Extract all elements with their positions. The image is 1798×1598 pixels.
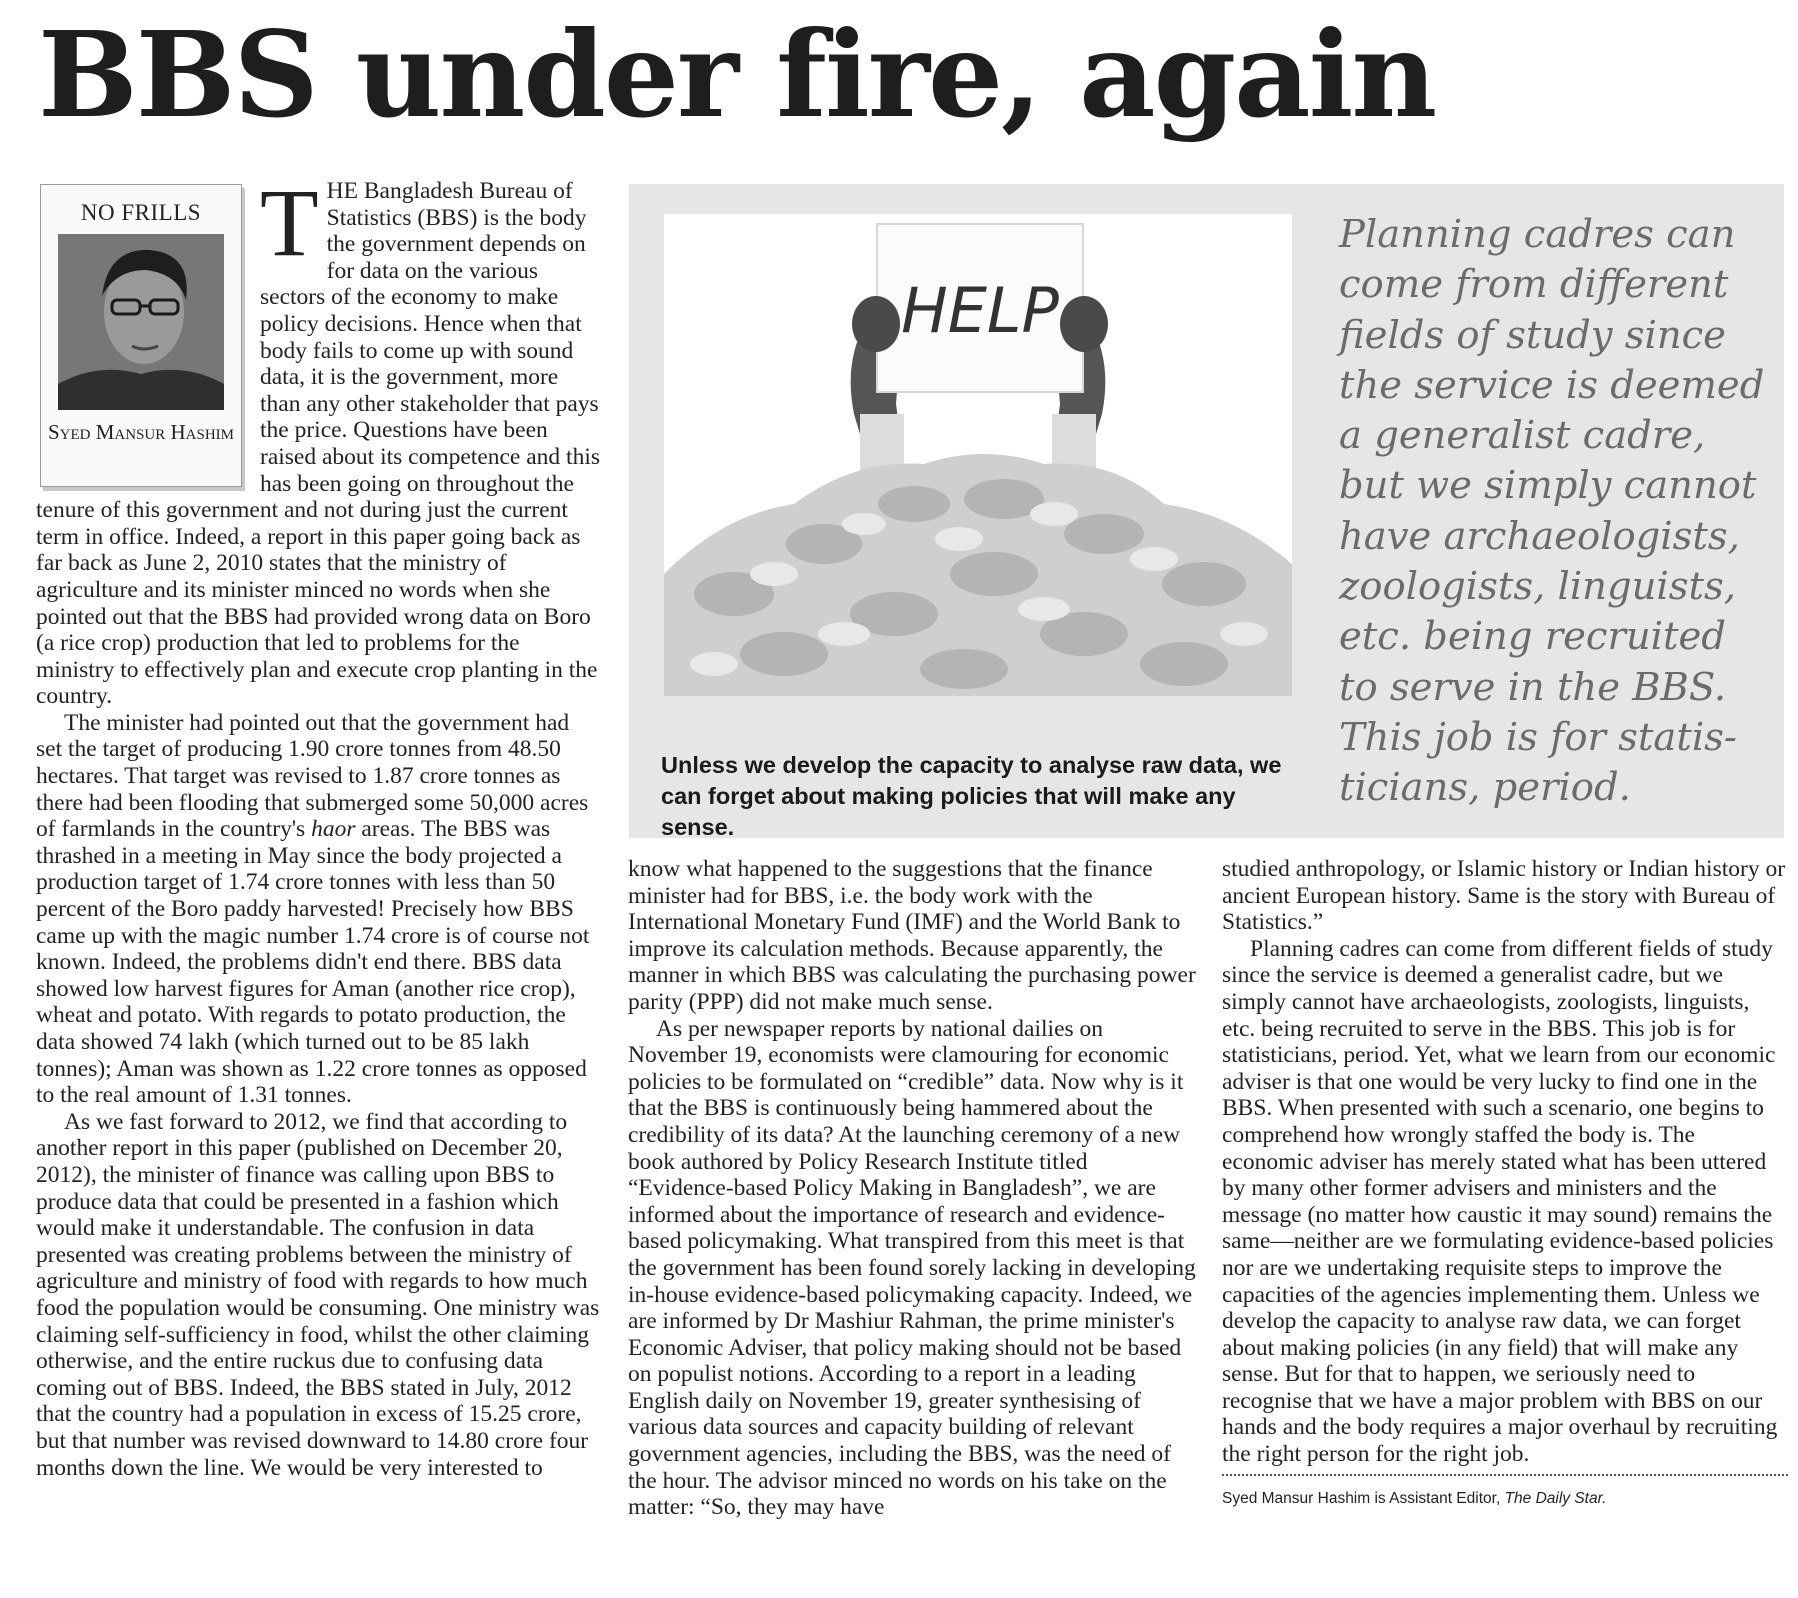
column-label: NO FRILLS — [80, 200, 202, 225]
headline: BBS under fire, again — [38, 5, 1436, 144]
paragraph: As per newspaper reports by national dailies on November 19, economists were clamouring for economic policies to be formulated on “credible” data. Now why is it that the BBS is continuously being hammered about the credibility of its data? At the launching ceremony of a new book authored by Policy Research Institute titled “Evidence-based Policy Making in Bangladesh”, we are informed about the importance of research and evidence-based policymaking. What transpired from this meet is that the government has been found sorely lacking in developing in-house evidence-based policymaking capacity. Indeed, we are informed by Dr Mashiur Rahman, the prime minister's Economic Adviser, that policy making should not be based on populist notions. According to a report in a leading English daily on November 19, greater synthesising of various data sources and capacity building of relevant government agencies, including the BBS, was the need of the hour. The advisor minced no words on his take on the matter: “So, they may have — [628, 1015, 1196, 1521]
feature-box — [629, 184, 1784, 838]
help-sign-text: HELP — [901, 274, 1059, 347]
author-name: Syed Mansur Hashim — [47, 420, 235, 444]
article-column-3 — [1222, 856, 1788, 1512]
paragraph: know what happened to the suggestions that the finance minister had for BBS, i.e. the body work with the International Monetary Fund (IMF) and the World Bank to improve its calculation methods. Because apparently, the manner in which BBS was calculating the purchasing power parity (PPP) did not make much sense. — [628, 856, 1196, 1015]
article-column-2 — [628, 856, 1198, 1521]
dotted-rule — [1222, 1474, 1788, 1476]
photo-caption: Unless we develop the capacity to analyse raw data, we can forget about making policies that will make any sense. — [661, 752, 1282, 840]
help-photo — [664, 214, 1292, 696]
author-bio: Syed Mansur Hashim is Assistant Editor, The Daily Star. — [1222, 1489, 1607, 1507]
drop-cap: T — [260, 169, 319, 276]
publication-name: The Daily Star. — [1504, 1489, 1607, 1507]
paragraph: As we fast forward to 2012, we find that according to another report in this paper (published on December 20, 2012), the minister of finance was calling upon BBS to produce data that could be presented in a fashion which would make it understandable. The confusion in data presented was creating problems between the ministry of agriculture and ministry of food with regards to how much food the population would be consuming. One ministry was claiming self-sufficiency in food, whilst the other claiming otherwise, and the entire ruckus due to confusing data coming out of BBS. Indeed, the BBS stated in July, 2012 that the country had a population in excess of 15.25 crore, but that number was revised downward to 14.80 crore four months down the line. We would be very interested to — [36, 1108, 600, 1481]
italic-term: haor — [311, 816, 356, 843]
pull-quote: Planning cadres can come from different fields of study since the service is deemed a generalist cadre, but we simply cannot have archaeologists, zoologists, linguists, etc. being recruited to serve in the BBS. This job is for statis- ticians, period. — [1339, 212, 1765, 811]
article-column-1 — [36, 169, 601, 1481]
help-illustration — [664, 214, 1292, 696]
paragraph: The minister had pointed out that the government had set the target of producing 1.90 crore tonnes from 48.50 hectares. That target was revised to 1.87 crore tonnes as there had been flooding that submerged some 50,000 acres of farmlands in the country's haor areas. The BBS was thrashed in a meeting in May since the body projected a production target of 1.74 crore tonnes with less than 50 percent of the Boro paddy harvested! Precisely how BBS came up with the magic number 1.74 crore is of course not known. Indeed, the problems didn't end there. BBS data showed low harvest figures for Aman (another rice crop), wheat and potato. With regards to potato production, the data showed 74 lakh (which turned out to be 85 lakh tonnes); Aman was shown as 1.22 crore tonnes as opposed to the real amount of 1.31 tonnes. — [36, 709, 590, 1109]
paragraph: studied anthropology, or Islamic history or Indian history or ancient European history. Same is the story with Bureau of Statistics.” — [1222, 856, 1786, 936]
author-portrait — [58, 234, 224, 410]
author-portrait-image — [58, 234, 224, 410]
columnist-box — [40, 184, 242, 487]
lead-text: HE Bangladesh Bureau of Statistics (BBS) is the body the government depends on for data on the various sectors of the economy to make policy decisions. Hence when that body fails to come up with sound data, it is the government, more than any other stakeholder that pays the price. Questions have been raised about its competence and this has been going on throughout the tenure of this government and not during just the current term in office. Indeed, a report in this paper going back as far back as June 2, 2010 states that the ministry of agriculture and its minister minced no words when she pointed out that the BBS had provided wrong data on Boro (a rice crop) production that led to problems for the ministry to effectively plan and execute crop planting in the country. — [36, 178, 600, 710]
paragraph: Planning cadres can come from different fields of study since the service is deemed a generalist cadre, but we simply cannot have archaeologists, zoologists, linguists, etc. being recruited to serve in the BBS. This job is for statisticians, period. Yet, what we learn from our economic adviser is that one would be very lucky to find one in the BBS. When presented with such a scenario, one begins to comprehend how wrongly staffed the body is. The economic adviser has merely stated what has been uttered by many other former advisers and ministers and the message (no matter how caustic it may sound) remains the same—neither are we formulating evidence-based policies nor are we undertaking requisite steps to improve the capacities of the agencies implementing them. Unless we develop the capacity to analyse raw data, we can forget about making policies (in any field) that will make any sense. But for that to happen, we seriously need to recognise that we have a major problem with BBS on our hands and the body requires a major overhaul by recruiting the right person for the right job. — [1222, 935, 1778, 1468]
